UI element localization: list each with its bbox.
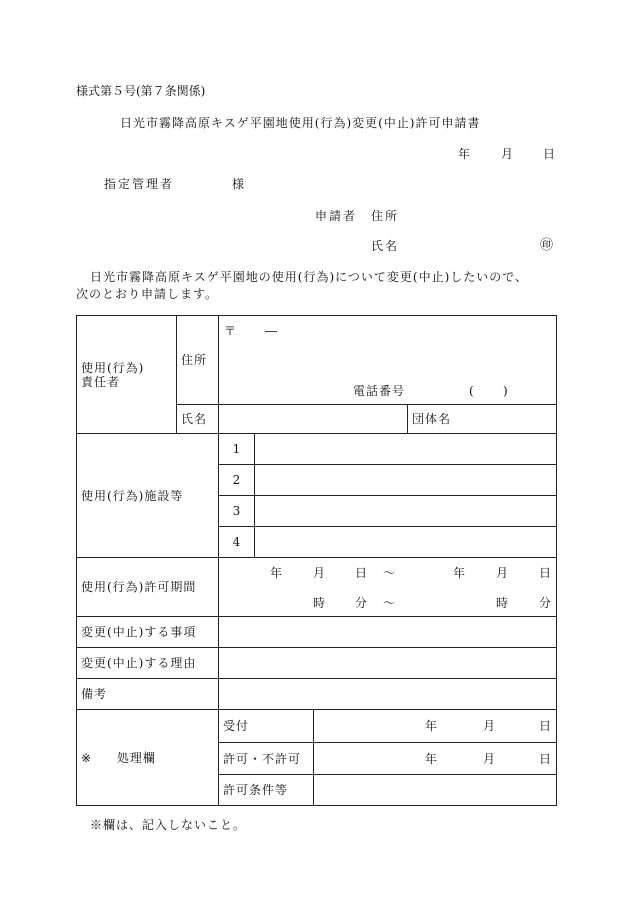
period-tilde: ～ (383, 566, 396, 580)
remarks-field[interactable] (219, 679, 557, 710)
processing-conditions-label: 許可条件等 (219, 775, 314, 806)
intro-line-2: 次のとおり申請します。 (76, 287, 219, 301)
permit-period-field[interactable] (219, 558, 557, 617)
date-day-label: 日 (543, 147, 556, 161)
receipt-month: 月 (483, 719, 496, 733)
responsible-name-field[interactable] (219, 405, 408, 434)
processing-label: 処理欄 (116, 750, 156, 765)
period-start-hour: 時 (313, 596, 326, 610)
form-number: 様式第５号(第７条関係) (76, 84, 206, 98)
facility-field[interactable] (255, 527, 557, 558)
phone-paren-open: ( (469, 384, 474, 398)
processing-approval-date[interactable] (314, 743, 557, 775)
applicant-address-label: 住所 (371, 209, 400, 223)
period-start-day: 日 (355, 566, 368, 580)
responsible-label-line1: 使用(行為) (81, 360, 145, 375)
facility-label: 使用(行為)施設等 (77, 434, 219, 558)
facility-row-number: 4 (219, 527, 255, 558)
approval-month: 月 (483, 752, 496, 766)
phone-label: 電話番号 (353, 384, 406, 398)
applicant-label: 申請者 (315, 209, 358, 223)
responsible-label-cell (77, 316, 177, 434)
postal-dash: ― (265, 324, 277, 338)
processing-label-cell (77, 710, 219, 806)
processing-conditions-field[interactable] (314, 775, 557, 806)
receipt-day: 日 (539, 719, 552, 733)
permit-period-label: 使用(行為)許可期間 (77, 558, 219, 617)
date-year-label: 年 (458, 147, 471, 161)
period-tilde: ～ (383, 596, 396, 610)
facility-field[interactable] (255, 496, 557, 527)
period-start-minute: 分 (355, 596, 368, 610)
period-end-year: 年 (453, 566, 466, 580)
responsible-address-label: 住所 (177, 316, 219, 405)
responsible-label-line2: 責任者 (81, 374, 121, 389)
facility-field[interactable] (255, 434, 557, 465)
processing-receipt-label: 受付 (219, 710, 314, 743)
change-item-field[interactable] (219, 617, 557, 648)
addressee-honorific: 様 (232, 177, 245, 191)
processing-receipt-date[interactable] (314, 710, 557, 743)
period-end-month: 月 (496, 566, 509, 580)
application-form-table (76, 315, 557, 806)
processing-mark: ※ (81, 750, 93, 765)
approval-day: 日 (539, 752, 552, 766)
responsible-address-row (77, 316, 557, 405)
footnote: ※欄は、記入しないこと。 (90, 818, 247, 832)
period-end-hour: 時 (496, 596, 509, 610)
approval-year: 年 (425, 752, 438, 766)
processing-approval-label: 許可・不許可 (219, 743, 314, 775)
facility-row (77, 434, 557, 465)
phone-paren-close: ) (503, 384, 508, 398)
facility-field[interactable] (255, 465, 557, 496)
remarks-row (77, 679, 557, 710)
receipt-year: 年 (425, 719, 438, 733)
change-item-row (77, 617, 557, 648)
addressee-name: 指定管理者 (104, 177, 175, 191)
responsible-name-label: 氏名 (177, 405, 219, 434)
facility-row-number: 3 (219, 496, 255, 527)
period-end-minute: 分 (539, 596, 552, 610)
permit-period-row (77, 558, 557, 617)
group-name-label: 団体名 (408, 405, 557, 434)
date-month-label: 月 (501, 147, 514, 161)
processing-row (77, 710, 557, 743)
change-item-label: 変更(中止)する事項 (77, 617, 219, 648)
facility-row-number: 1 (219, 434, 255, 465)
period-start-year: 年 (270, 566, 283, 580)
seal-mark: ㊞ (540, 238, 554, 253)
responsible-address-field[interactable] (219, 316, 557, 405)
period-start-month: 月 (313, 566, 326, 580)
facility-row-number: 2 (219, 465, 255, 496)
applicant-name-label: 氏名 (371, 239, 400, 253)
change-reason-row (77, 648, 557, 679)
change-reason-field[interactable] (219, 648, 557, 679)
form-title: 日光市霧降高原キスゲ平園地使用(行為)変更(中止)許可申請書 (120, 116, 481, 130)
change-reason-label: 変更(中止)する理由 (77, 648, 219, 679)
period-end-day: 日 (539, 566, 552, 580)
intro-line-1: 日光市霧降高原キスゲ平園地の使用(行為)について変更(中止)したいので、 (90, 270, 529, 284)
remarks-label: 備考 (77, 679, 219, 710)
postal-mark: 〒 (224, 324, 237, 338)
